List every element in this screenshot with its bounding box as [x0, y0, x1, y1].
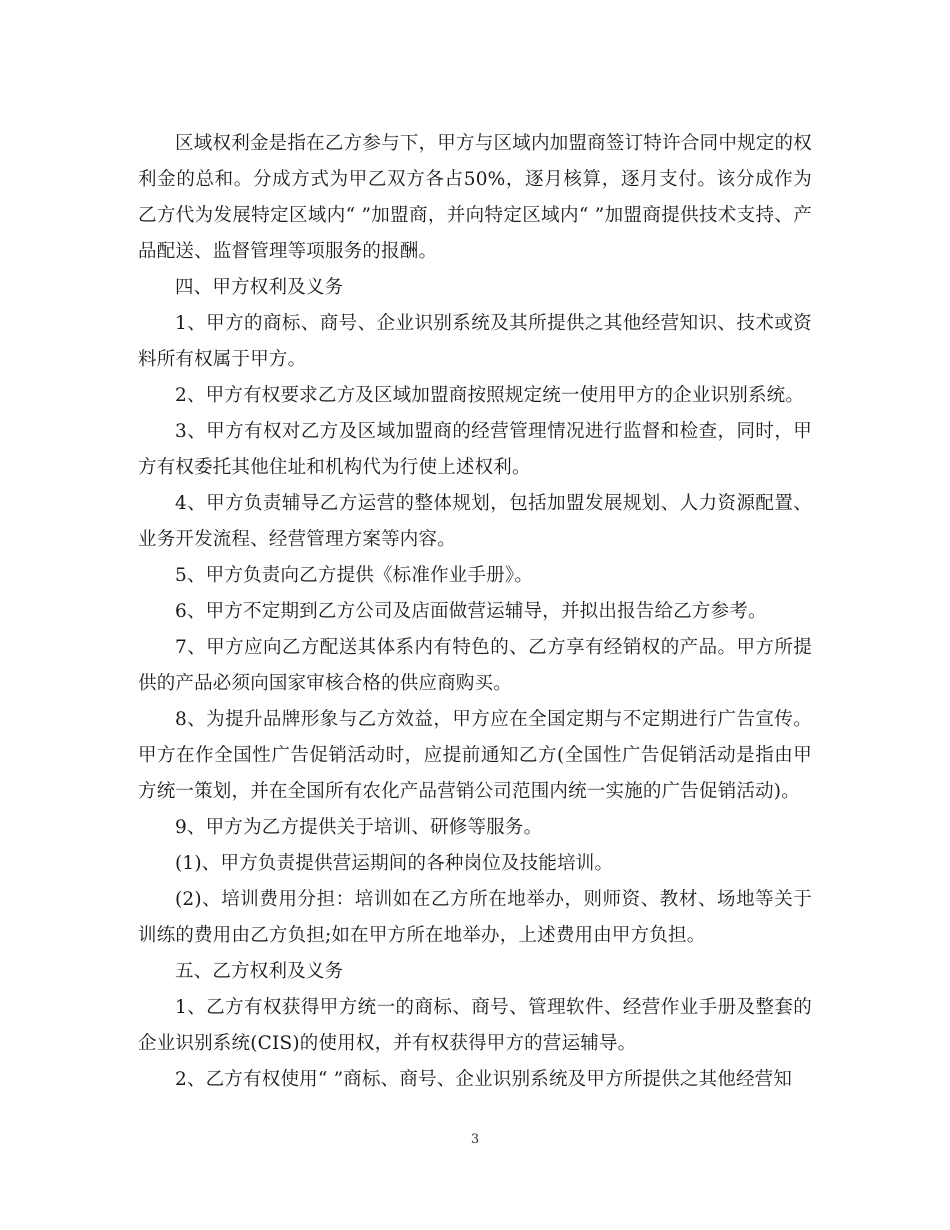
paragraph-a-clause-9: 9、甲方为乙方提供关于培训、研修等服务。: [175, 817, 543, 838]
paragraph-a-clause-5: 5、甲方负责向乙方提供《标准作业手册》。: [175, 565, 534, 586]
paragraph-b-clause-2: 2、乙方有权使用“ ”商标、商号、企业识别系统及甲方所提供之其他经营知: [175, 1069, 793, 1090]
document-body: [138, 126, 812, 1098]
paragraph-a-clause-4: 4、甲方负责辅导乙方运营的整体规划，包括加盟发展规划、人力资源配置、业务开发流程、经营管理方案等内容。: [138, 493, 812, 550]
paragraph-a-clause-1: 1、甲方的商标、商号、企业识别系统及其所提供之其他经营知识、技术或资料所有权属于甲方。: [138, 313, 812, 370]
paragraph-a-clause-9-2: (2)、培训费用分担：培训如在乙方所在地举办，则师资、教材、场地等关于训练的费用由乙方负担;如在甲方所在地举办，上述费用由甲方负担。: [138, 889, 812, 946]
paragraph-royalty-definition: 区域权利金是指在乙方参与下，甲方与区域内加盟商签订特许合同中规定的权利金的总和。分成方式为甲乙双方各占50%，逐月核算，逐月支付。该分成作为乙方代为发展特定区域内“ ”加盟商，并向特定区域内“ ”加盟商提供技术支持、产品配送、监督管理等项服务的报酬。: [138, 133, 812, 262]
paragraph-a-clause-9-1: (1)、甲方负责提供营运期间的各种岗位及技能培训。: [175, 853, 614, 874]
paragraph-a-clause-2: 2、甲方有权要求乙方及区域加盟商按照规定统一使用甲方的企业识别系统。: [175, 385, 805, 406]
page-number: 3: [470, 1132, 480, 1147]
section-heading-party-b: 五、乙方权利及义务: [175, 961, 344, 982]
paragraph-a-clause-3: 3、甲方有权对乙方及区域加盟商的经营管理情况进行监督和检查，同时，甲方有权委托其他住址和机构代为行使上述权利。: [138, 421, 812, 478]
paragraph-a-clause-7: 7、甲方应向乙方配送其体系内有特色的、乙方享有经销权的产品。甲方所提供的产品必须向国家审核合格的供应商购买。: [138, 637, 812, 694]
paragraph-a-clause-8: 8、为提升品牌形象与乙方效益，甲方应在全国定期与不定期进行广告宣传。甲方在作全国性广告促销活动时，应提前通知乙方(全国性广告促销活动是指由甲方统一策划，并在全国所有农化产品营销公司范围内统一实施的广告促销活动)。: [138, 709, 812, 802]
paragraph-b-clause-1: 1、乙方有权获得甲方统一的商标、商号、管理软件、经营作业手册及整套的企业识别系统(CIS)的使用权，并有权获得甲方的营运辅导。: [138, 997, 812, 1054]
paragraph-a-clause-6: 6、甲方不定期到乙方公司及店面做营运辅导，并拟出报告给乙方参考。: [175, 601, 767, 622]
section-heading-party-a: 四、甲方权利及义务: [175, 277, 344, 298]
